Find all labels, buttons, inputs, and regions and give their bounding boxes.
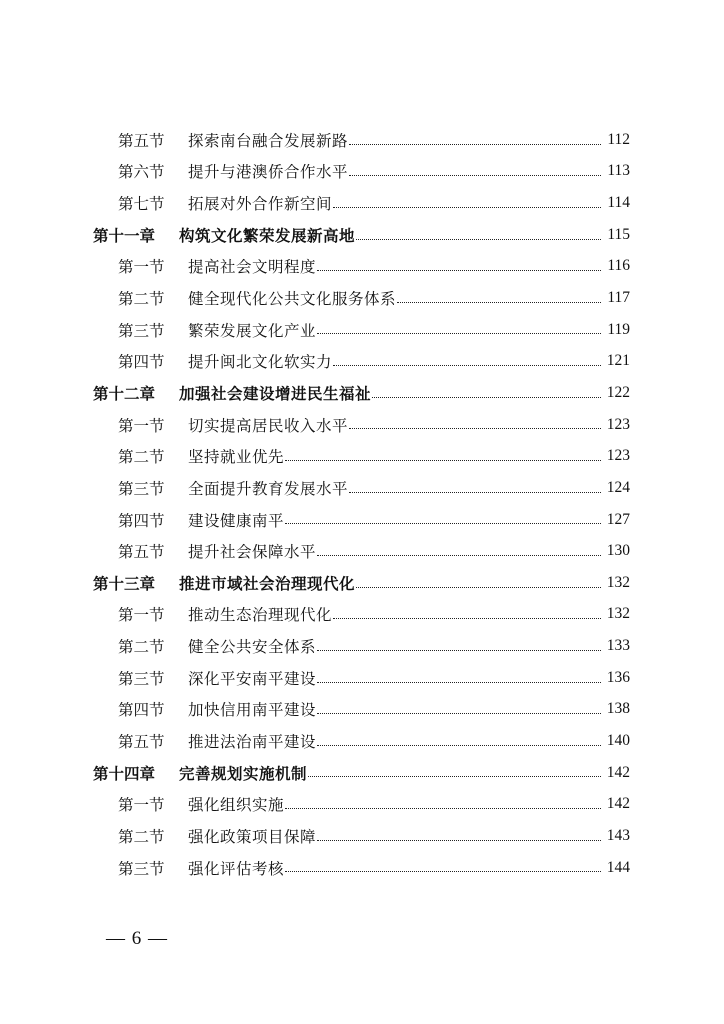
dot-leader <box>317 266 601 271</box>
toc-entry-page: 116 <box>607 257 630 275</box>
toc-entry-number: 第三节 <box>118 859 165 878</box>
dot-leader <box>349 140 601 145</box>
toc-entry-title: 提升与港澳侨合作水平 <box>188 163 349 182</box>
toc-section-row[interactable] <box>0 694 724 726</box>
toc-entry-page: 138 <box>606 700 630 718</box>
toc-entry-title: 拓展对外合作新空间 <box>188 195 333 214</box>
toc-entry-number: 第十三章 <box>93 574 156 593</box>
toc-entry-title: 探索南台融合发展新路 <box>188 131 349 150</box>
toc-entry-title: 切实提高居民收入水平 <box>188 416 349 435</box>
toc-chapter-row[interactable] <box>0 757 724 789</box>
toc-section-row[interactable] <box>0 124 724 156</box>
dot-leader <box>285 519 601 524</box>
dot-leader <box>333 203 601 208</box>
dot-leader <box>317 709 601 714</box>
toc-entry-title: 繁荣发展文化产业 <box>188 321 317 340</box>
toc-entry-title: 推动生态治理现代化 <box>188 606 333 625</box>
dot-leader <box>333 614 601 619</box>
toc-chapter-row[interactable] <box>0 567 724 599</box>
dot-leader <box>317 551 601 556</box>
toc-chapter-row[interactable] <box>0 377 724 409</box>
toc-section-row[interactable] <box>0 251 724 283</box>
toc-entry-number: 第三节 <box>118 479 165 498</box>
toc-entry-page: 132 <box>606 605 630 623</box>
toc-entry-page: 115 <box>607 225 630 243</box>
toc-entry-title: 强化评估考核 <box>188 859 285 878</box>
toc-section-row[interactable] <box>0 504 724 536</box>
toc-entry-number: 第十四章 <box>93 764 156 783</box>
toc-entry-page: 140 <box>606 731 630 749</box>
toc-entry-number: 第二节 <box>118 827 165 846</box>
toc-entry-page: 117 <box>607 289 630 307</box>
toc-entry-page: 119 <box>607 320 630 338</box>
toc-section-row[interactable] <box>0 156 724 188</box>
toc-entry-number: 第十二章 <box>93 384 156 403</box>
toc-entry-title: 强化政策项目保障 <box>188 827 317 846</box>
toc-entry-title: 加强社会建设增进民生福祉 <box>179 384 372 403</box>
toc-entry-number: 第二节 <box>118 290 165 309</box>
toc-entry-page: 113 <box>607 162 630 180</box>
toc-section-row[interactable] <box>0 820 724 852</box>
toc-entry-title: 加快信用南平建设 <box>188 701 317 720</box>
toc-entry-title: 强化组织实施 <box>188 796 285 815</box>
dot-leader <box>397 298 601 303</box>
toc-entry-number: 第二节 <box>118 448 165 467</box>
toc-entry-title: 推进法治南平建设 <box>188 732 317 751</box>
toc-entry-number: 第二节 <box>118 638 165 657</box>
toc-entry-title: 提高社会文明程度 <box>188 258 317 277</box>
toc-entry-page: 133 <box>606 637 630 655</box>
dot-leader <box>356 235 601 240</box>
toc-entry-page: 124 <box>606 478 630 496</box>
page-number-footer: — 6 — <box>106 928 168 949</box>
toc-entry-title: 提升闽北文化软实力 <box>188 353 333 372</box>
dot-leader <box>349 488 601 493</box>
dot-leader <box>317 836 601 841</box>
toc-entry-title: 健全公共安全体系 <box>188 638 317 657</box>
toc-entry-number: 第十一章 <box>93 226 156 245</box>
toc-entry-title: 坚持就业优先 <box>188 448 285 467</box>
toc-entry-title: 深化平安南平建设 <box>188 669 317 688</box>
toc-section-row[interactable] <box>0 535 724 567</box>
toc-section-row[interactable] <box>0 852 724 884</box>
toc-entry-number: 第四节 <box>118 511 165 530</box>
dot-leader <box>372 393 601 398</box>
toc-entry-page: 122 <box>606 383 630 401</box>
toc-entry-page: 144 <box>606 858 630 876</box>
dot-leader <box>285 867 601 872</box>
toc-section-row[interactable] <box>0 472 724 504</box>
toc-entry-number: 第一节 <box>118 606 165 625</box>
toc-entry-number: 第六节 <box>118 163 165 182</box>
toc-entry-number: 第一节 <box>118 258 165 277</box>
toc-entry-page: 142 <box>606 763 630 781</box>
toc-section-row[interactable] <box>0 314 724 346</box>
toc-section-row[interactable] <box>0 282 724 314</box>
toc-section-row[interactable] <box>0 440 724 472</box>
toc-entry-title: 推进市域社会治理现代化 <box>179 574 356 593</box>
toc-entry-number: 第五节 <box>118 732 165 751</box>
toc-section-row[interactable] <box>0 662 724 694</box>
toc-entry-page: 142 <box>606 795 630 813</box>
toc-entry-title: 构筑文化繁荣发展新高地 <box>179 226 356 245</box>
toc-entry-title: 提升社会保障水平 <box>188 543 317 562</box>
toc-section-row[interactable] <box>0 788 724 820</box>
dot-leader <box>349 424 601 429</box>
dot-leader <box>317 329 601 334</box>
toc-entry-page: 123 <box>606 447 630 465</box>
toc-entry-number: 第五节 <box>118 543 165 562</box>
dot-leader <box>317 741 601 746</box>
toc-section-row[interactable] <box>0 187 724 219</box>
toc-entry-number: 第三节 <box>118 321 165 340</box>
dot-leader <box>333 361 601 366</box>
toc-chapter-row[interactable] <box>0 219 724 251</box>
toc-entry-number: 第四节 <box>118 701 165 720</box>
toc-entry-page: 132 <box>606 573 630 591</box>
toc-entry-number: 第三节 <box>118 669 165 688</box>
toc-entry-title: 健全现代化公共文化服务体系 <box>188 290 397 309</box>
toc-entry-number: 第一节 <box>118 796 165 815</box>
toc-entry-number: 第五节 <box>118 131 165 150</box>
table-of-contents <box>0 124 724 883</box>
toc-entry-title: 完善规划实施机制 <box>179 764 308 783</box>
toc-section-row[interactable] <box>0 409 724 441</box>
toc-entry-page: 114 <box>607 194 630 212</box>
dot-leader <box>317 678 601 683</box>
toc-section-row[interactable] <box>0 599 724 631</box>
toc-entry-page: 127 <box>606 510 630 528</box>
dot-leader <box>285 456 601 461</box>
dot-leader <box>349 171 601 176</box>
toc-section-row[interactable] <box>0 345 724 377</box>
toc-entry-page: 112 <box>607 130 630 148</box>
toc-entry-page: 130 <box>606 542 630 560</box>
dot-leader <box>317 646 601 651</box>
dot-leader <box>285 804 601 809</box>
toc-entry-title: 建设健康南平 <box>188 511 285 530</box>
toc-section-row[interactable] <box>0 630 724 662</box>
dot-leader <box>308 772 601 777</box>
toc-entry-page: 136 <box>606 668 630 686</box>
dot-leader <box>356 583 601 588</box>
toc-entry-page: 123 <box>606 415 630 433</box>
toc-entry-number: 第七节 <box>118 195 165 214</box>
toc-section-row[interactable] <box>0 725 724 757</box>
toc-entry-number: 第一节 <box>118 416 165 435</box>
toc-entry-title: 全面提升教育发展水平 <box>188 479 349 498</box>
toc-entry-page: 143 <box>606 826 630 844</box>
toc-entry-number: 第四节 <box>118 353 165 372</box>
toc-entry-page: 121 <box>606 352 630 370</box>
